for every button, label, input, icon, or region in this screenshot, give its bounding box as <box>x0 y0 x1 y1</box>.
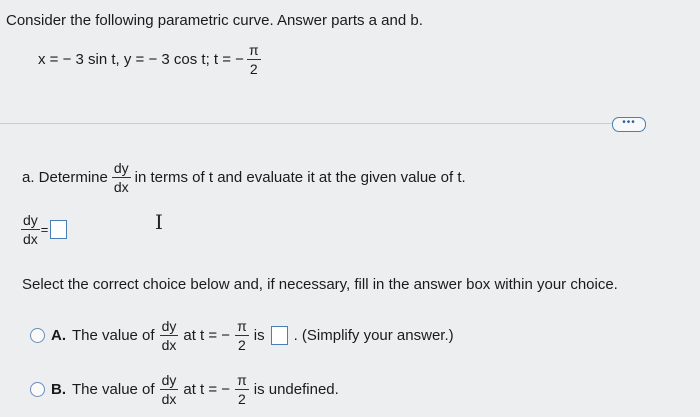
choice-b-at-t: at t = − <box>183 381 231 398</box>
answer-dy: dy <box>23 212 38 228</box>
part-a-dx: dx <box>113 179 129 195</box>
part-a-suffix: in terms of t and evaluate it at the given value of t. <box>134 169 466 186</box>
choice-a-dx: dx <box>161 337 177 353</box>
answer-dx: dx <box>23 231 38 247</box>
answer-derivative <box>22 212 39 247</box>
choice-a[interactable] <box>30 318 454 353</box>
more-icon: ••• <box>622 117 636 128</box>
instruction-span: Select the correct choice below and, if necessary, fill in the answer box within your choice. <box>22 276 618 293</box>
part-a-prefix: a. Determine <box>22 169 108 186</box>
answer-input-box[interactable] <box>50 220 67 239</box>
choice-a-two: 2 <box>238 337 246 353</box>
choice-b-t-fraction <box>236 372 248 407</box>
choice-a-is: is <box>253 327 265 344</box>
part-a-derivative <box>113 160 130 195</box>
t-den: 2 <box>249 61 258 77</box>
section-divider <box>0 123 612 124</box>
choice-a-at-t: at t = − <box>183 327 231 344</box>
cursor-glyph: I <box>155 210 163 234</box>
t-num: π <box>248 42 259 58</box>
choice-a-text: The value of <box>72 327 155 344</box>
choice-b-radio[interactable] <box>30 382 45 397</box>
choice-b-dx: dx <box>161 391 177 407</box>
t-value-fraction <box>248 42 260 77</box>
choice-b-text: The value of <box>72 381 155 398</box>
choice-b-two: 2 <box>238 391 246 407</box>
choice-b-dy: dy <box>161 372 177 388</box>
choice-a-input-box[interactable] <box>271 326 288 345</box>
choice-a-dy: dy <box>161 318 177 334</box>
equation-text: x = − 3 sin t, y = − 3 cos t; t = − <box>38 51 244 68</box>
choice-a-pi: π <box>237 318 247 334</box>
choice-a-radio[interactable] <box>30 328 45 343</box>
part-a-dy: dy <box>113 160 129 176</box>
choice-b-after: is undefined. <box>253 381 339 398</box>
choice-b-derivative <box>161 372 178 407</box>
choice-a-label: A. <box>51 327 66 344</box>
choice-a-derivative <box>161 318 178 353</box>
part-a-prompt <box>22 160 466 195</box>
choice-b[interactable] <box>30 372 339 407</box>
answer-equals: = <box>40 222 49 237</box>
parametric-equation <box>38 42 260 77</box>
choice-a-after: . (Simplify your answer.) <box>293 327 454 344</box>
choice-b-pi: π <box>237 372 247 388</box>
choice-a-t-fraction <box>236 318 248 353</box>
question-intro-text: Consider the following parametric curve. Answer parts a and b. <box>6 12 423 29</box>
more-options-button[interactable] <box>612 117 646 132</box>
answer-row <box>22 212 67 247</box>
text-cursor-icon <box>155 210 163 234</box>
instruction-text <box>22 276 618 293</box>
question-intro <box>6 12 423 29</box>
choice-b-label: B. <box>51 381 66 398</box>
